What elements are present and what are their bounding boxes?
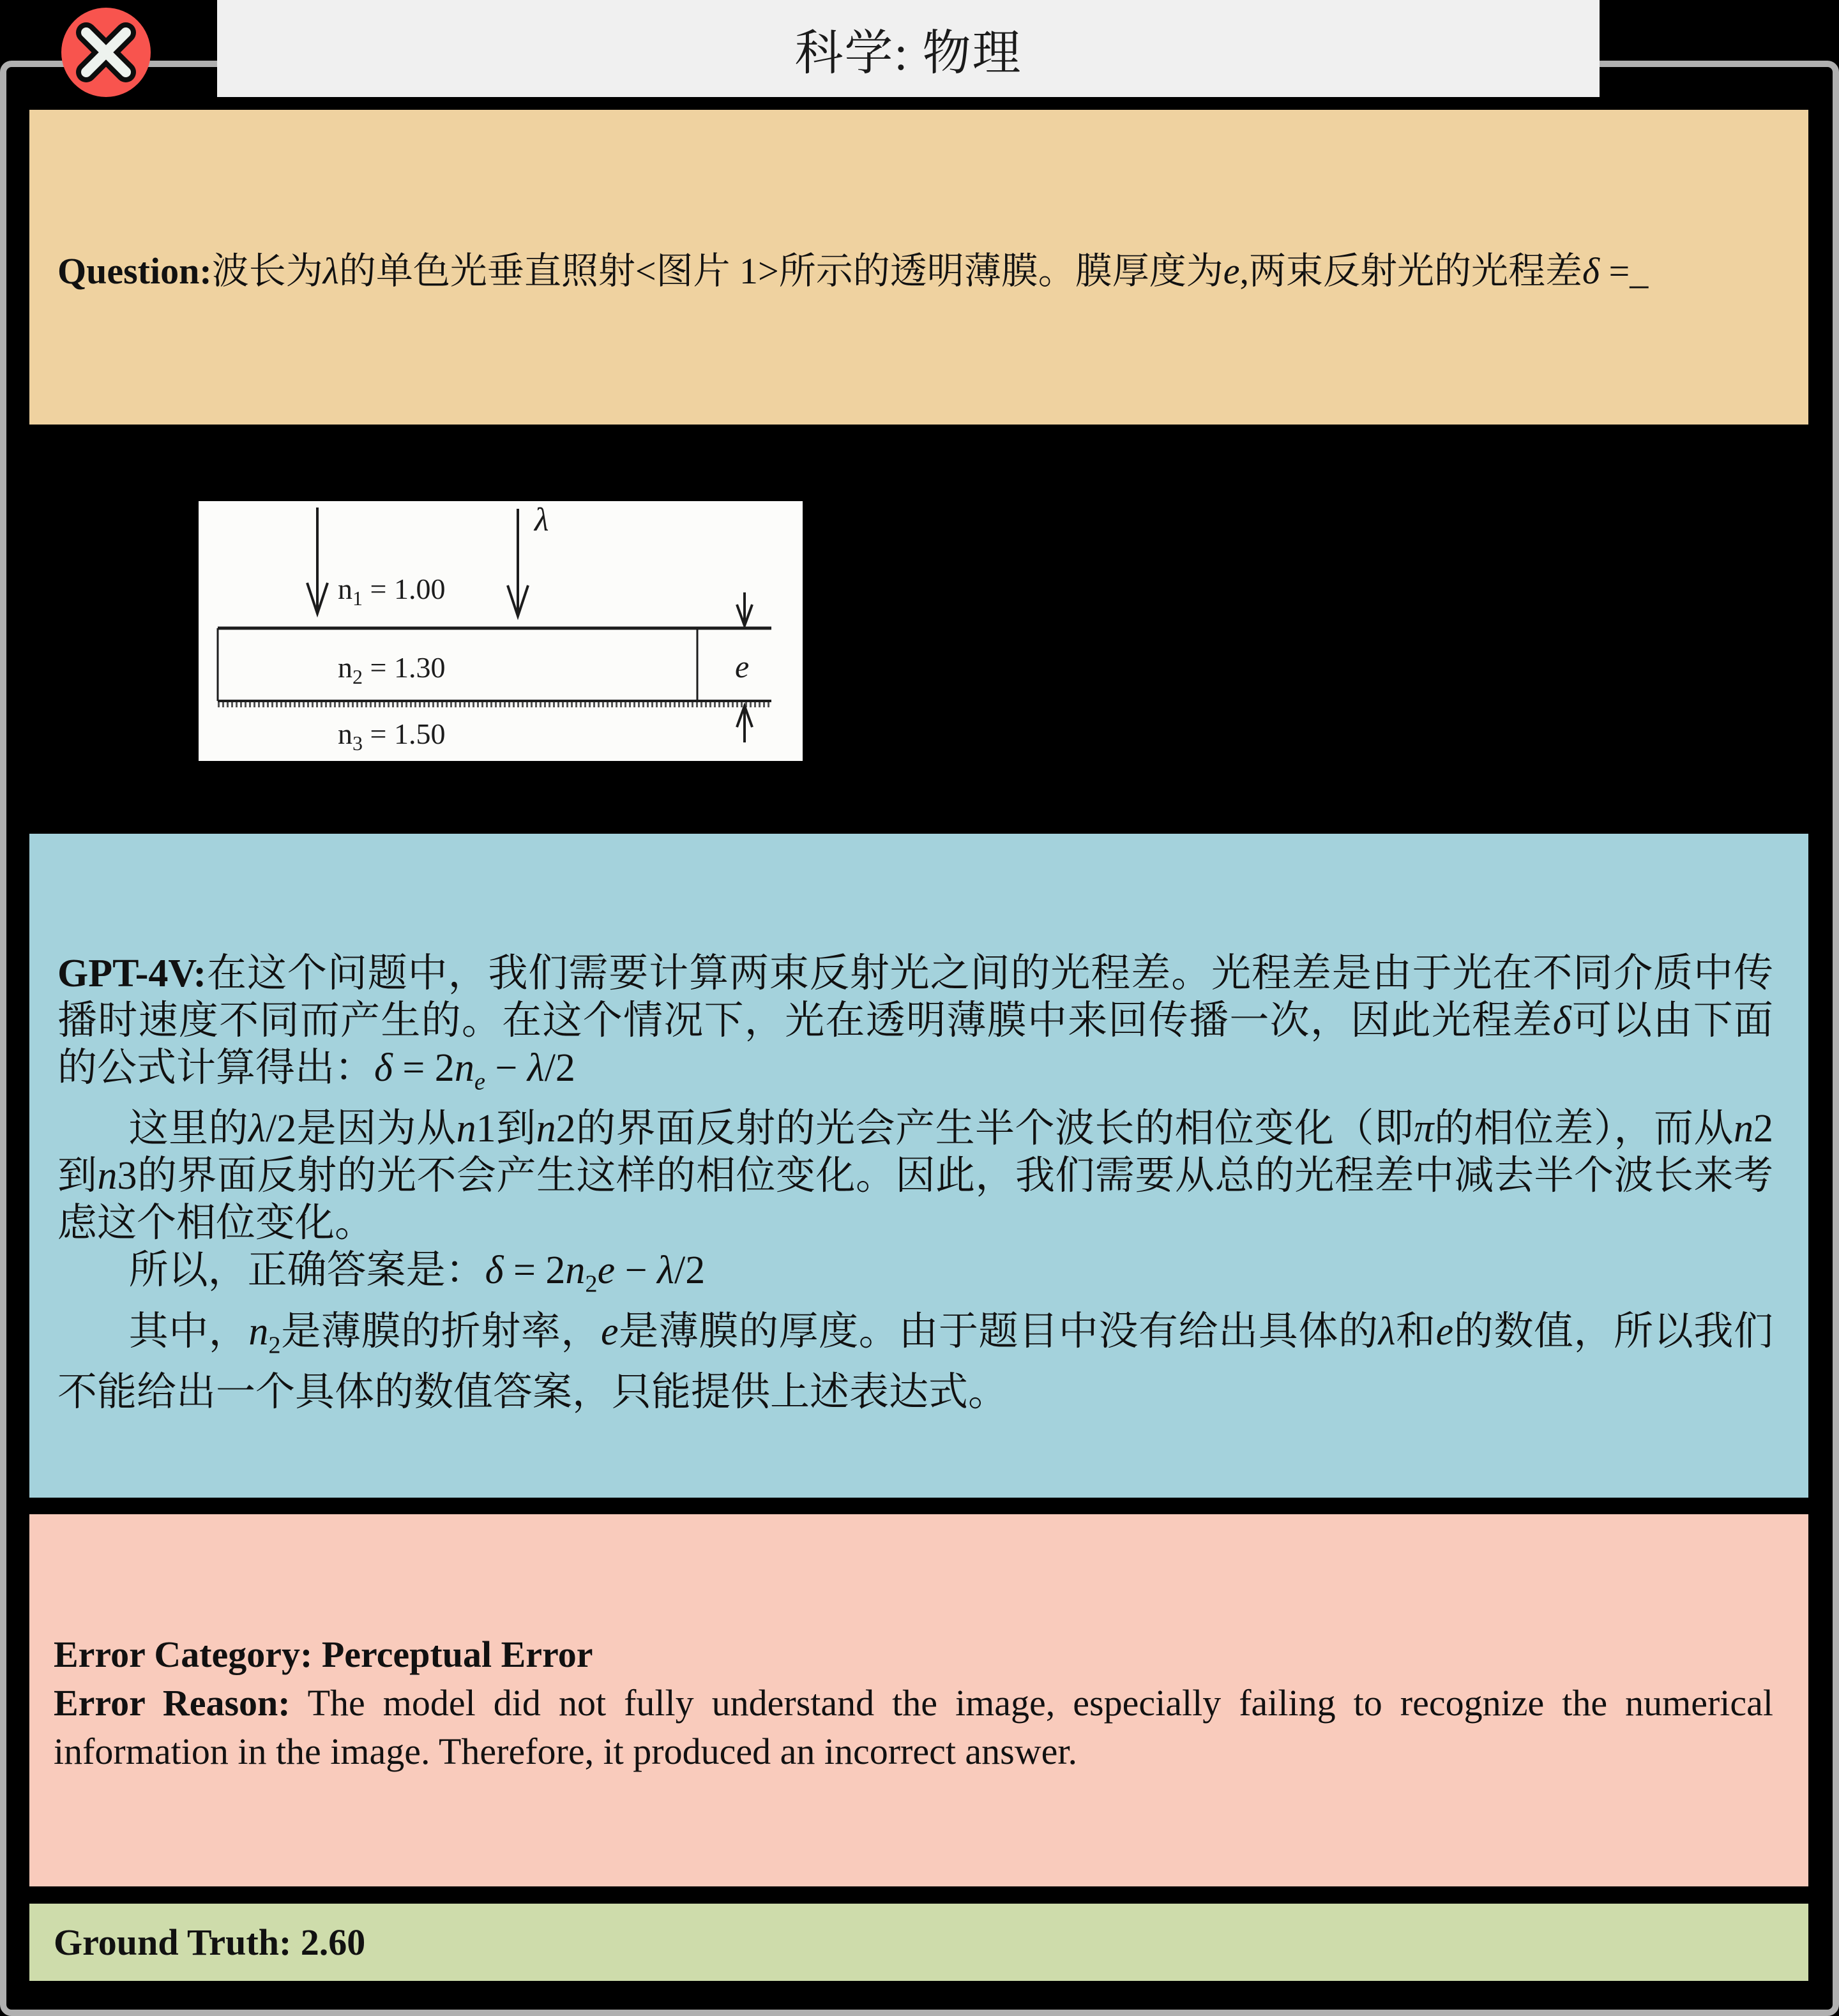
n3-label: $n_3 = 1.50$: [338, 718, 446, 755]
page-title: 科学: 物理: [794, 26, 1022, 80]
x-circle-icon: [58, 4, 154, 100]
incident-ray-arrow-right: [508, 509, 528, 616]
thickness-arrow-top: [737, 592, 752, 626]
thickness-label: e: [735, 649, 750, 684]
error-category: Error Category: Perceptual Error: [54, 1634, 593, 1675]
thin-film-diagram: [199, 501, 803, 761]
n2-label: $n_2 = 1.30$: [338, 651, 446, 688]
lambda-label: λ: [534, 502, 549, 538]
thickness-arrow-bottom: [737, 706, 752, 742]
gpt4v-paragraph-2: 这里的λ/2是因为从n1到n2的界面反射的光会产生半个波长的相位变化（即π的相位差），而从n2到n3的界面反射的光不会产生这样的相位变化。因此，我们需要从总的光程差中减去半个波长来考虑这个相位变化。: [57, 1107, 1773, 1245]
gpt4v-paragraph-1: GPT-4V:在这个问题中，我们需要计算两束反射光之间的光程差。光程差是由于光在不同介质中传播时速度不同而产生的。在这个情况下，光在透明薄膜中来回传播一次，因此光程差δ可以由下面的公式计算得出：$\delta = 2n_e - \lambda/2$: [57, 952, 1773, 1095]
gpt4v-paragraph-4: 其中，$n_2$是薄膜的折射率，e是薄膜的厚度。由于题目中没有给出具体的λ和e的数值，所以我们不能给出一个具体的数值答案，只能提供上述表达式。: [57, 1309, 1773, 1415]
figure-box: [199, 501, 803, 761]
incident-ray-arrow-left: [307, 508, 328, 613]
header-tab: [217, 0, 1600, 97]
error-reason: Error Reason: The model did not fully understand the image, especially failing to recognize the numerical information in the image. Therefore, it produced an incorrect answer.: [54, 1682, 1773, 1772]
question-text: Question:波长为λ的单色光垂直照射<图片 1>所示的透明薄膜。膜厚度为e,两束反射光的光程差δ =_: [57, 250, 1649, 292]
ground-truth-box: [29, 1904, 1808, 1981]
error-box: [29, 1514, 1808, 1886]
question-box: [29, 110, 1808, 425]
n1-label: $n_1 = 1.00$: [338, 573, 446, 610]
incorrect-x-icon: [58, 4, 154, 100]
ground-truth-text: Ground Truth: 2.60: [54, 1922, 366, 1963]
gpt4v-response-box: [29, 834, 1808, 1498]
gpt4v-paragraph-3: 所以，正确答案是：$\delta = 2n_2e - \lambda/2$: [128, 1249, 706, 1298]
